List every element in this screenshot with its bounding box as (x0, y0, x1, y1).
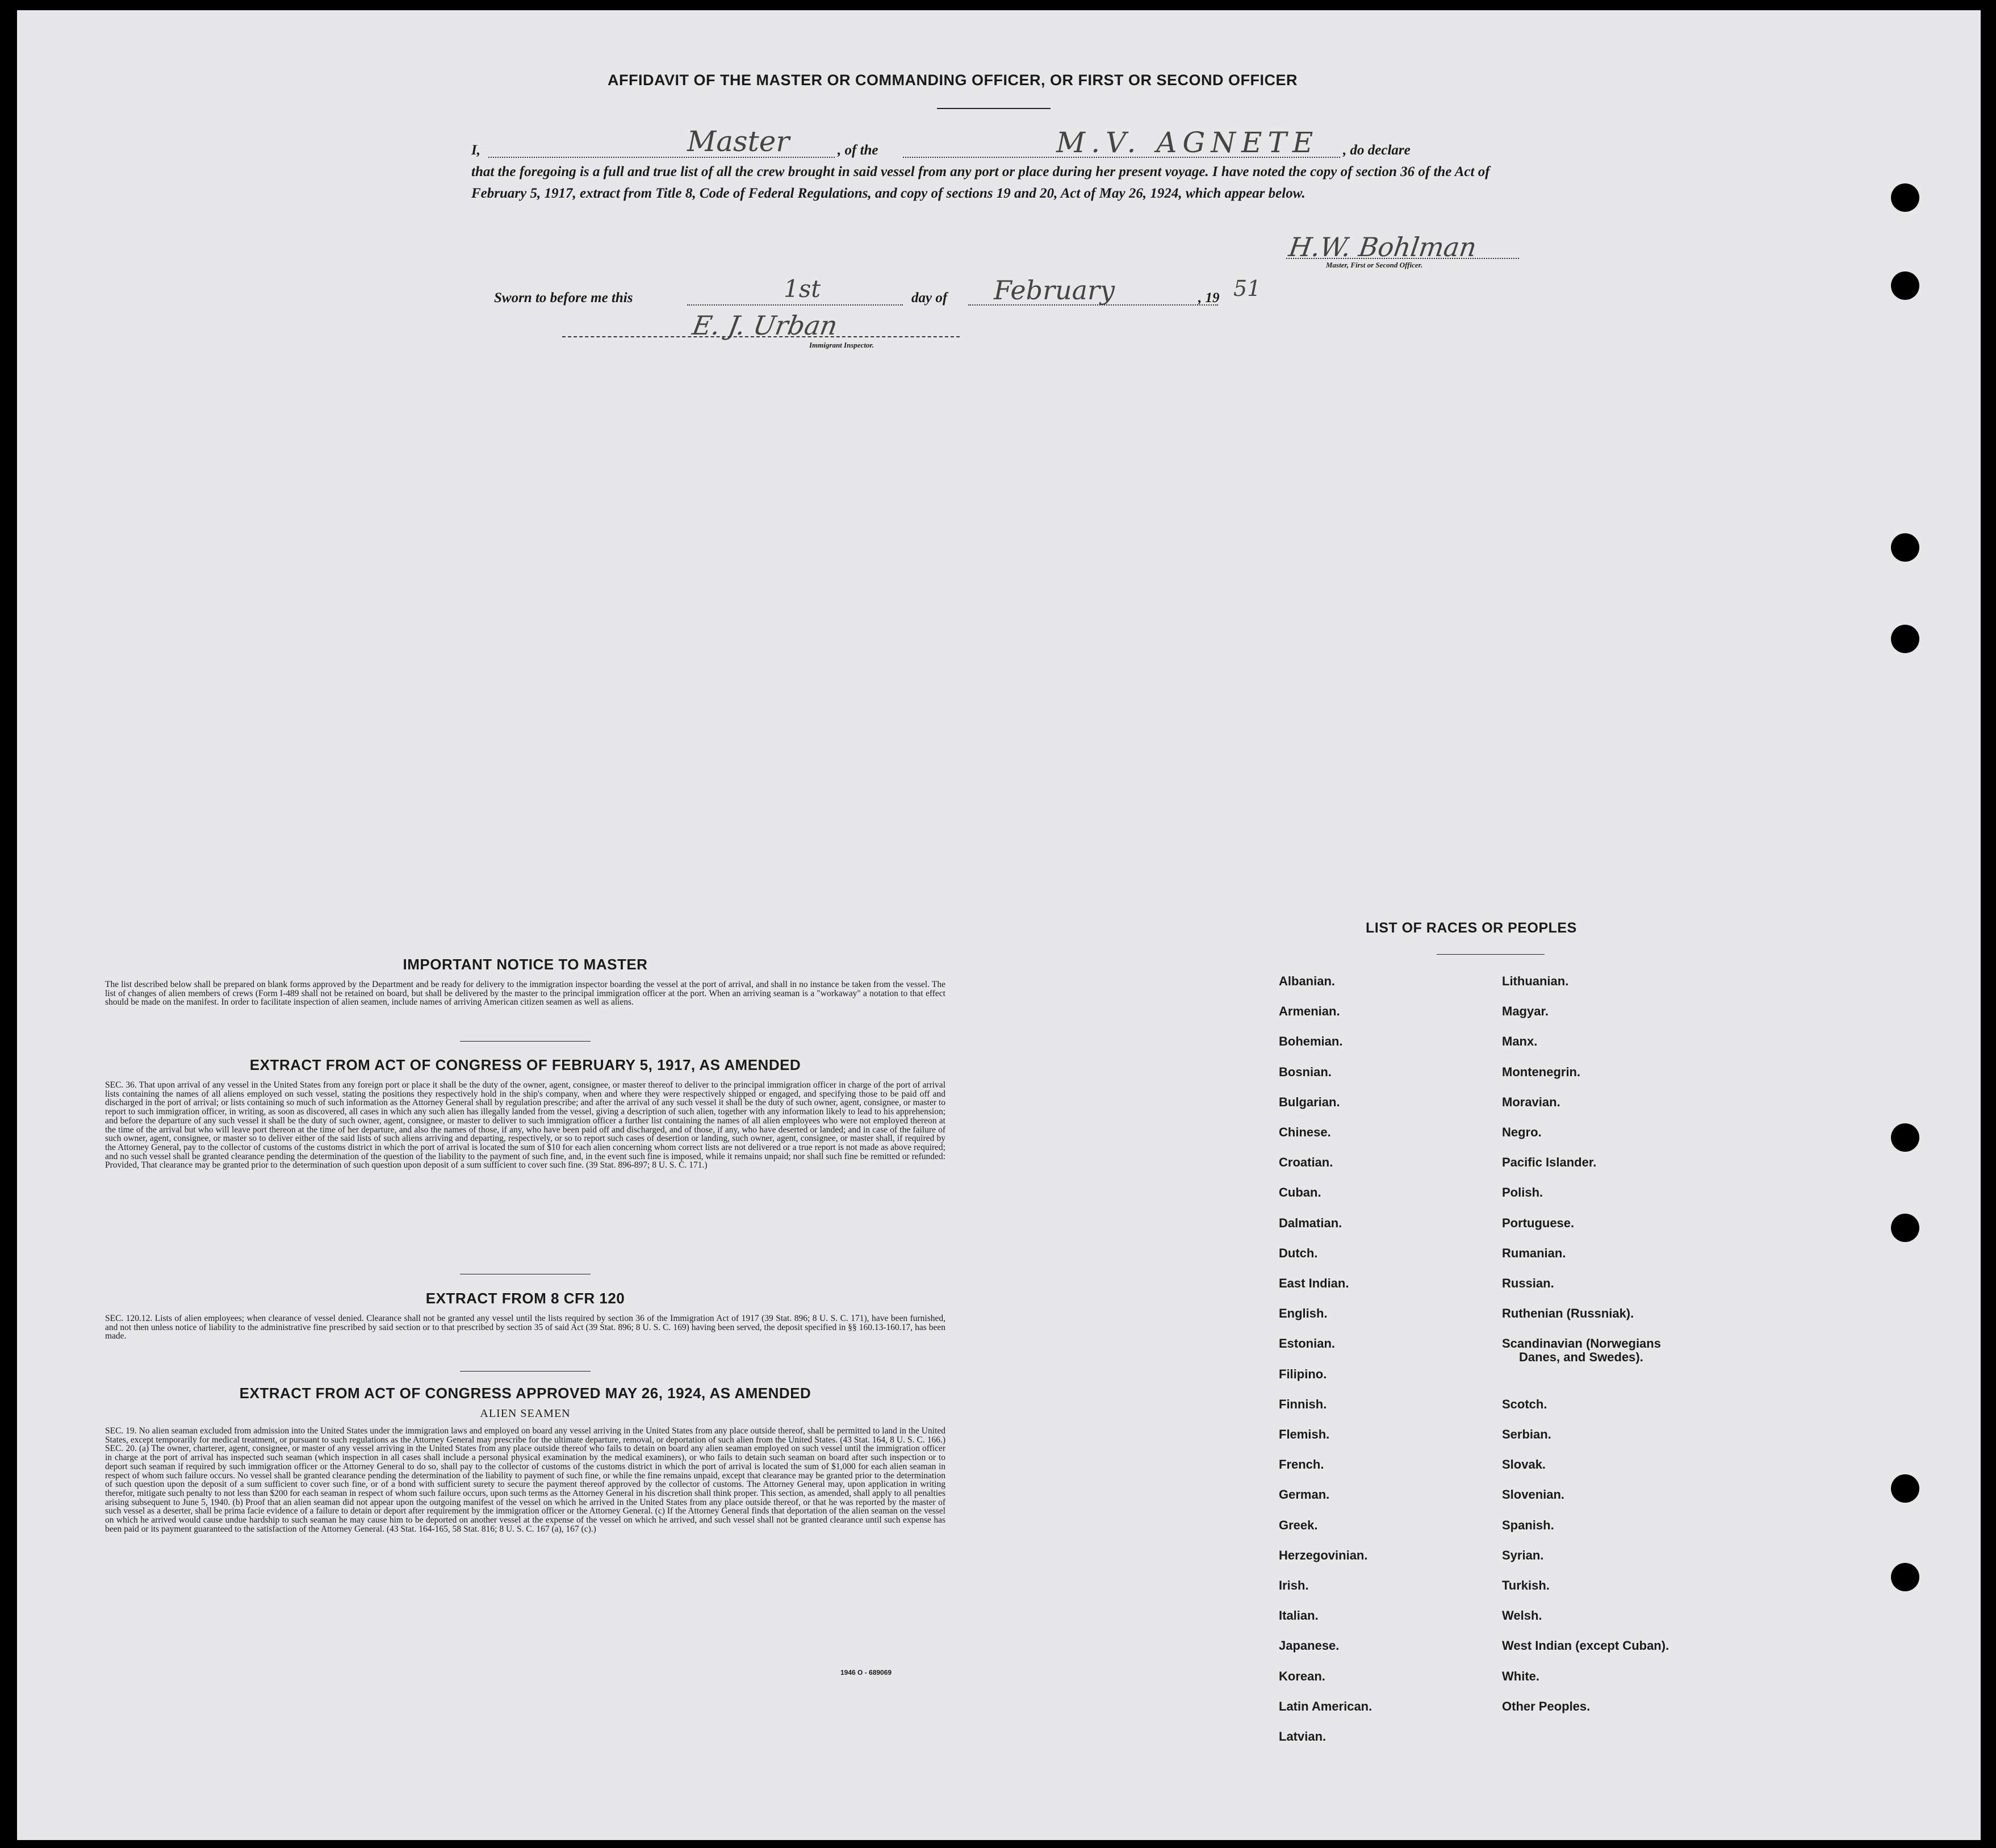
race-item: West Indian (except Cuban). (1502, 1638, 1669, 1653)
binder-hole (1891, 183, 1919, 212)
declaration-line-1 (471, 125, 1550, 162)
year-field[interactable]: 51 (1233, 276, 1261, 301)
race-item: Japanese. (1279, 1638, 1340, 1653)
race-item: Irish. (1279, 1578, 1309, 1592)
binder-hole (1891, 1123, 1919, 1152)
extract-1924-subtitle: ALIEN SEAMEN (480, 1407, 571, 1420)
race-item: White. (1502, 1669, 1539, 1683)
race-item: Pacific Islander. (1502, 1155, 1597, 1170)
races-title: LIST OF RACES OR PEOPLES (1366, 920, 1577, 936)
race-item: Greek. (1279, 1517, 1318, 1532)
day-of-label: day of (911, 290, 948, 306)
race-item: Rumanian. (1502, 1245, 1566, 1260)
i-label: I, (471, 143, 480, 158)
race-item: Armenian. (1279, 1004, 1340, 1019)
master-caption: Master, First or Second Officer. (1326, 261, 1423, 269)
form-sheet (17, 10, 1981, 1840)
race-item: Slovenian. (1502, 1487, 1565, 1502)
officer-name-field[interactable]: Master (687, 125, 790, 158)
race-item: Welsh. (1502, 1608, 1542, 1623)
race-item-continuation: Danes, and Swedes). (1519, 1350, 1643, 1365)
inspector-signature[interactable]: E. J. Urban (690, 310, 840, 341)
race-item: Cuban. (1279, 1185, 1321, 1200)
race-item: Turkish. (1502, 1578, 1550, 1592)
race-item: Korean. (1279, 1669, 1325, 1683)
race-item: Bosnian. (1279, 1064, 1332, 1079)
notice-divider (460, 1041, 591, 1042)
race-item: German. (1279, 1487, 1330, 1502)
extract-1924-body: SEC. 19. No alien seaman excluded from admission into the United States under the immigration laws and employed on board any vessel arriving in the United States from any place outside thereof, shall be permitted to land in the United States, except temporarily for medical treatment, or pursuant to such regulations as the Attorney General may prescribe for the ultimate departure, removal, or deportation of such alien from the United States. (43 Stat. 164, 8 U. S. C. 166.) SEC. 20. (a) The owner, charterer, agent, consignee, or master of any vessel arriving in the United States from any place outside thereof who fails to detain on board any alien seaman employed on such vessel until the immigration officer in charge at the port of arrival has inspected such seaman (which inspection in all cases shall include a personal physical examination by the medical examiners), or who fails to detain such seaman on board after such inspection or to deport such seaman if required by such immigration officer or the Attorney General to do so, shall pay to the collector of customs of the customs district in which the port of arrival is located the sum of $1,000 for each alien seaman in respect of whom such failure occurs. No vessel shall be granted clearance pending the determination of the liability to payment of such fine, or while the fine remains unpaid, except that clearance may be granted prior to the determination of such question upon the deposit of a sum sufficient to cover such fine, or of a bond with sufficient surety to secure the payment thereof approved by the collector of customs. The Attorney General may, upon application in writing therefor, mitigate such penalty to not less than $200 for each seaman in respect of whom such failure occurs, upon such terms as the Attorney General in his discretion shall think proper. This section, as amended, shall apply to all penalties arising subsequent to June 5, 1940. (b) Proof that an alien seaman did not appear upon the outgoing manifest of the vessel on which he arrived in the United States from any place outside thereof, or that he was reported by the master of such vessel as a deserter, shall be prima facie evidence of a failure to detain or deport after requirement by the immigration officer or the Attorney General. (c) If the Attorney General finds that deportation of the alien seaman on the vessel on which he arrived would cause undue hardship to such seaman he may cause him to be deported on another vessel at the expense of the vessel on which he arrived, and such vessel shall not be granted clearance until such expense has been paid or its payment guaranteed to the satisfaction of the Attorney General. (43 Stat. 164-165, 58 Stat. 816; 8 U. S. C. 167 (a), 167 (c).) (105, 1426, 945, 1534)
binder-hole (1891, 271, 1919, 300)
inspector-caption: Immigrant Inspector. (809, 341, 874, 349)
race-item: Latin American. (1279, 1699, 1372, 1713)
binder-hole (1891, 1214, 1919, 1242)
races-title-rule (1437, 954, 1545, 955)
race-item: Dutch. (1279, 1245, 1318, 1260)
race-item: Moravian. (1502, 1094, 1560, 1109)
race-item: Dalmatian. (1279, 1215, 1342, 1230)
master-signature[interactable]: H.W. Bohlman (1287, 232, 1479, 262)
race-item: Finnish. (1279, 1397, 1327, 1411)
race-item: Portuguese. (1502, 1215, 1575, 1230)
notice-title: IMPORTANT NOTICE TO MASTER (403, 956, 648, 973)
extract-1917-title: EXTRACT FROM ACT OF CONGRESS OF FEBRUARY 5, 1917, AS AMENDED (249, 1056, 801, 1073)
extract-1924-title: EXTRACT FROM ACT OF CONGRESS APPROVED MAY 26, 1924, AS AMENDED (239, 1385, 811, 1402)
race-item: Serbian. (1502, 1427, 1551, 1441)
sworn-month-field[interactable]: February (994, 275, 1115, 306)
race-item: Chinese. (1279, 1125, 1331, 1139)
race-item: Russian. (1502, 1276, 1554, 1290)
race-item: Montenegrin. (1502, 1064, 1581, 1079)
race-item: Manx. (1502, 1034, 1538, 1049)
year-prefix: , 19 (1198, 290, 1220, 306)
inspector-signature-line (562, 336, 960, 337)
race-item: Bulgarian. (1279, 1094, 1340, 1109)
sworn-line (494, 275, 1289, 311)
binder-hole (1891, 1563, 1919, 1591)
race-item: Herzegovinian. (1279, 1548, 1368, 1562)
notice-body: The list described below shall be prepared on blank forms approved by the Department and be ready for delivery to the immigration inspector boarding the vessel at the port of arrival, and shall in no instance be taken from the vessel. The list of changes of alien members of crews (Form I-489 shall not be retained on board, but shall be delivered by the master to the principal immigration officer at the port. When an arriving seaman is a "workaway" a notation to that effect should be made on the manifest. In order to facilitate inspection of alien seamen, include names of arriving American citizen seamen as well as aliens. (105, 980, 945, 1007)
vessel-name-field[interactable]: M.V. AGNETE (1056, 126, 1319, 159)
title-rule (937, 108, 1051, 109)
race-item: Spanish. (1502, 1517, 1554, 1532)
extract-cfr-body: SEC. 120.12. Lists of alien employees; when clearance of vessel denied. Clearance shall not be granted any vessel until the lists required by section 36 of the Immigration Act of 1917 (39 Stat. 896; 8 U. S. C. 171), have been furnished, and not then unless notice of liability to the administrative fine prescribed by said section or to that prescribed by section 35 of said Act (39 Stat. 896; 8 U. S. C. 169) having been served, the deposit specified in §§ 160.13-160.17, has been made. (105, 1314, 945, 1341)
race-item: Estonian. (1279, 1336, 1336, 1351)
sworn-label: Sworn to before me this (494, 290, 633, 306)
do-declare-label: , do declare (1343, 143, 1411, 158)
race-item: Bohemian. (1279, 1034, 1343, 1049)
declaration-body: that the foregoing is a full and true list of all the crew brought in said vessel from any port or place during her present voyage. I have noted the copy of section 36 of the Act of February 5, 1917, extract from Title 8, Code of Federal Regulations, and copy of sections 19 and 20, Act of May 26, 1924, which appear below. (471, 164, 1490, 201)
extract-cfr-divider (460, 1371, 591, 1372)
race-item: Lithuanian. (1502, 974, 1569, 988)
sworn-day-field[interactable]: 1st (784, 275, 821, 303)
race-item: Scotch. (1502, 1397, 1547, 1411)
binder-hole (1891, 533, 1919, 562)
extract-cfr-title: EXTRACT FROM 8 CFR 120 (425, 1290, 625, 1307)
race-item: Croatian. (1279, 1155, 1333, 1170)
race-item: Ruthenian (Russniak). (1502, 1306, 1634, 1321)
race-item: Magyar. (1502, 1004, 1549, 1019)
race-item: French. (1279, 1457, 1324, 1472)
race-item: East Indian. (1279, 1276, 1349, 1290)
extract-1917-body: SEC. 36. That upon arrival of any vessel in the United States from any foreign port or place it shall be the duty of the owner, agent, consignee, or master thereof to deliver to the principal immigration officer in charge of the port of arrival lists containing the names of all aliens employed on such vessel, stating the positions they respectively hold in the ship's company, when and where they were respectively shipped or engaged, and specifying those to be paid off and discharged in the port of arrival; or lists containing so much of such information as the Attorney General shall by regulation prescribe; and after the arrival of any such vessel it shall be the duty of such owner, agent, consignee, or master to report to such immigration officer, in writing, as soon as discovered, all cases in which any such alien has illegally landed from the vessel, giving a description of such alien, together with any information likely to lead to his apprehension; and before the departure of any such vessel it shall be the duty of such owner, agent, consignee, or master to deliver to such immigration officer a further list containing the names of all alien employees who were not employed thereon at the time of the arrival but who will leave port thereon at the time of her departure, and also the names of those, if any, who have been paid off and discharged, and of those, if any, who have deserted or landed; and in case of the failure of such owner, agent, consignee, or master so to deliver either of the said lists of such aliens arriving and departing, respectively, or so to report such cases of desertion or landing, such owner, agent, consignee, or master shall, if required by the Attorney General, pay to the collector of customs of the customs district in which the port of arrival is located the sum of $10 for each alien concerning whom correct lists are not delivered or a true report is not made as above required; and no such vessel shall be granted clearance pending the determination of the question of the liability to the payment of such fine, and, in the event such fine is imposed, while it remains unpaid; nor shall such fine be remitted or refunded: Provided, That clearance may be granted prior to the determination of such question upon deposit of a sum sufficient to cover such fine. (39 Stat. 896-897; 8 U. S. C. 171.) (105, 1080, 945, 1170)
affidavit-title: AFFIDAVIT OF THE MASTER OR COMMANDING OFFICER, OR FIRST OR SECOND OFFICER (608, 72, 1298, 89)
race-item: Latvian. (1279, 1729, 1327, 1744)
print-code: 1946 O - 689069 (840, 1669, 892, 1676)
master-signature-line (1286, 258, 1519, 259)
race-item: Filipino. (1279, 1366, 1327, 1381)
race-item: Other Peoples. (1502, 1699, 1591, 1713)
of-the-label: , of the (838, 143, 878, 158)
binder-hole (1891, 625, 1919, 653)
binder-hole (1891, 1474, 1919, 1503)
race-item: Polish. (1502, 1185, 1543, 1200)
race-item: Scandinavian (Norwegians (1502, 1336, 1661, 1351)
race-item: English. (1279, 1306, 1328, 1321)
race-item: Slovak. (1502, 1457, 1546, 1472)
sworn-day-line (687, 304, 903, 306)
race-item: Negro. (1502, 1125, 1542, 1139)
race-item: Flemish. (1279, 1427, 1330, 1441)
race-item: Syrian. (1502, 1548, 1544, 1562)
race-item: Italian. (1279, 1608, 1319, 1623)
race-item: Albanian. (1279, 974, 1336, 988)
